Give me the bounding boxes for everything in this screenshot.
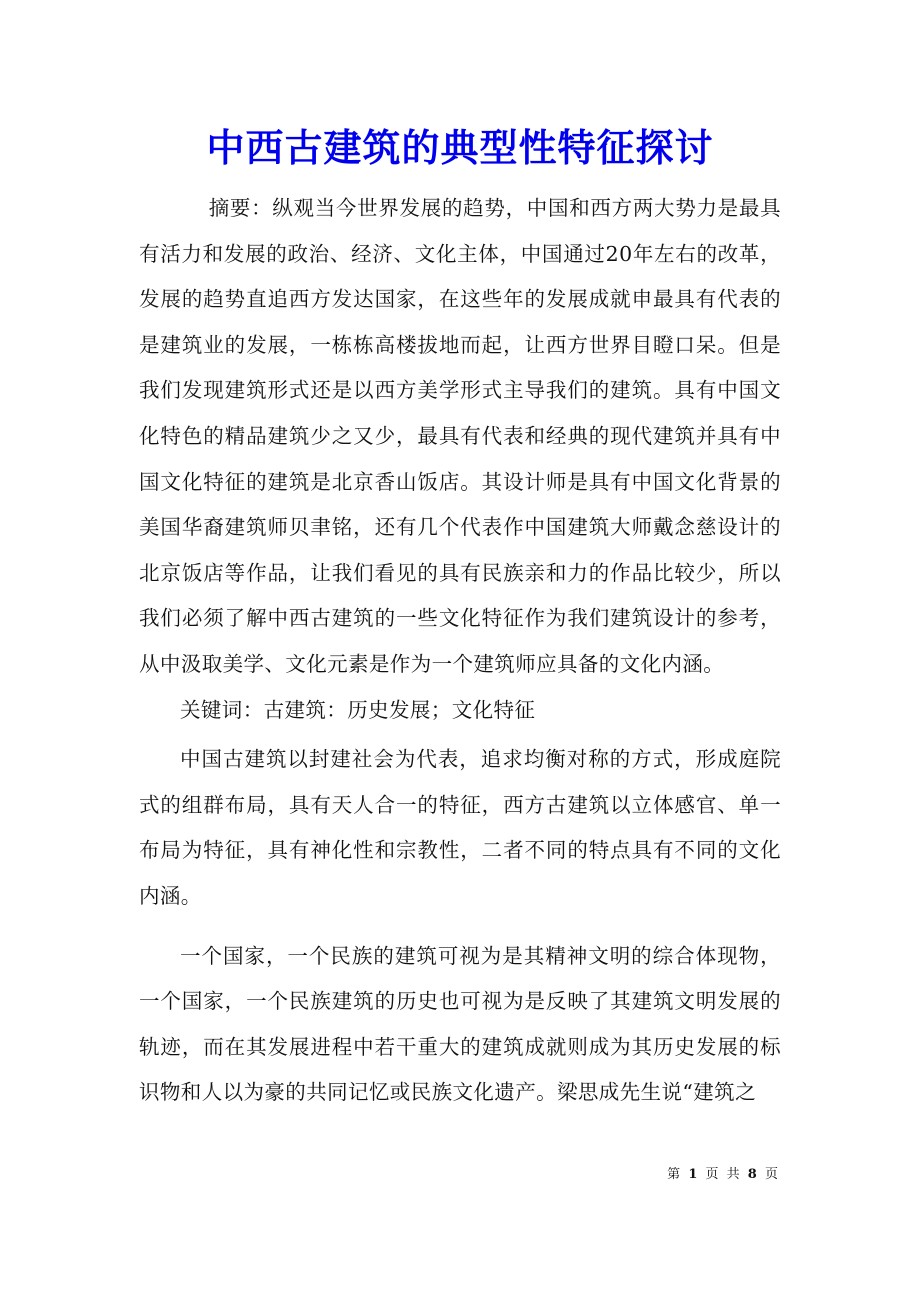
abstract-paragraph: 摘要：纵观当今世界发展的趋势，中国和西方两大势力是最具有活力和发展的政治、经济、文化主体，中国通过20年左右的改革，发展的趋势直追西方发达国家，在这些年的发展成就申最具有代表的是建筑业的发展，一栋栋高楼拔地而起，让西方世界目瞪口呆。但是我们发现建筑形式还是以西方美学形式主导我们的建筑。具有中国文化特色的精品建筑少之又少，最具有代表和经典的现代建筑并具有中国文化特征的建筑是北京香山饭店。其设计师是具有中国文化背景的美国华裔建筑师贝聿铭，还有几个代表作中国建筑大师戴念慈设计的北京饭店等作品，让我们看见的具有民族亲和力的作品比较少，所以我们必须了解中西古建筑的一些文化特征作为我们建筑设计的参考，从中汲取美学、文化元素是作为一个建筑师应具备的文化内涵。 bbox=[139, 196, 781, 676]
body-paragraph-2: 一个国家，一个民族的建筑可视为是其精神文明的综合体现物，一个国家，一个民族建筑的历史也可视为是反映了其建筑文明发展的轨迹，而在其发展进程中若干重大的建筑成就则成为其历史发展的标识物和人以为豪的共同记忆或民族文化遗产。梁思成先生说“建筑之 bbox=[139, 943, 781, 1105]
page-footer bbox=[0, 1163, 780, 1182]
footer-suffix: 页 bbox=[764, 1167, 780, 1182]
footer-prefix: 第 bbox=[667, 1167, 683, 1182]
body-paragraph-1: 中国古建筑以封建社会为代表，追求均衡对称的方式，形成庭院式的组群布局，具有天人合一的特征，西方古建筑以立体感官、单一布局为特征，具有神化性和宗教性，二者不同的特点具有不同的文化内涵。 bbox=[139, 747, 781, 908]
keywords-paragraph: 关键词：古建筑：历史发展；文化特征 bbox=[180, 697, 536, 722]
footer-current-page: 1 bbox=[688, 1167, 700, 1182]
footer-middle: 页 共 bbox=[705, 1167, 742, 1182]
document-body bbox=[139, 186, 781, 1116]
document-title: 中西古建筑的典型性特征探讨 bbox=[206, 125, 714, 170]
footer-total-pages: 8 bbox=[747, 1167, 759, 1182]
